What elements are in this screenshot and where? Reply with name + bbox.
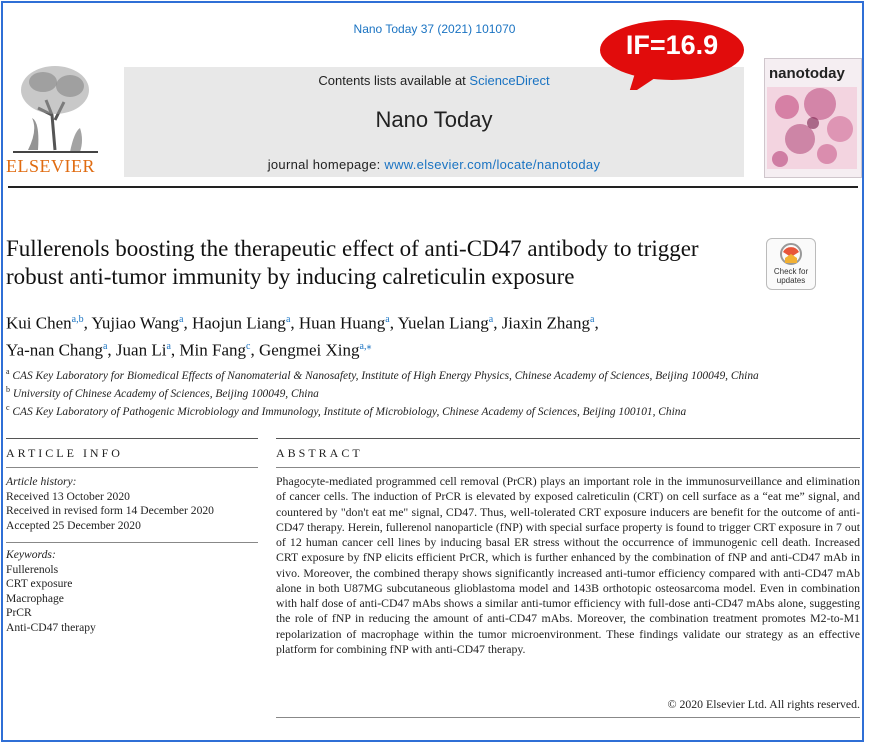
abstract-bottom-rule <box>276 717 860 718</box>
history-revised: Received in revised form 14 December 2020 <box>6 504 214 518</box>
affiliation-text: University of Chinese Academy of Sciences, Beijing 100049, China <box>10 387 319 400</box>
author-affiliation-mark: a <box>385 314 390 325</box>
author-name[interactable]: Juan Li <box>115 340 167 360</box>
affiliation-text: CAS Key Laboratory of Pathogenic Microbiology and Immunology, Institute of Microbiology, Chinese Academy of Sciences, Beijing 100101, China <box>9 405 687 418</box>
affiliation-item <box>6 383 806 401</box>
keyword-item: CRT exposure <box>6 577 73 591</box>
author-name[interactable]: Jiaxin Zhang <box>501 313 590 333</box>
author-name[interactable]: Yujiao Wang <box>91 313 180 333</box>
affiliation-item <box>6 401 806 419</box>
article-info-heading: ARTICLE INFO <box>6 446 123 460</box>
check-for-updates-label: Check for updates <box>773 267 809 285</box>
keywords-block <box>6 548 261 636</box>
author-affiliation-mark: c <box>246 340 251 352</box>
cover-title: nanotoday <box>769 65 845 82</box>
homepage-prefix: journal homepage: <box>267 157 385 172</box>
affiliation-mark: a <box>6 367 10 376</box>
check-for-updates-badge[interactable] <box>766 238 816 290</box>
author-affiliation-mark: a <box>285 314 291 325</box>
keyword-item: Anti-CD47 therapy <box>6 620 96 634</box>
author-list: Kui Chen$^{a,b}$, Yujiao Wang$^a$, Haojun Liang$^a$, Huan Huang$^a$, Yuelan Liang$^a$, Jiaxin Zhang$^a$, Ya-nan Chang$^a$, Juan Li$^a$, Min Fang$^c$, Gengmei Xing$^{a,⁎}$ <box>6 313 599 360</box>
author-affiliation-mark: a,b <box>71 314 84 325</box>
journal-cover-image[interactable] <box>764 58 862 178</box>
author-name[interactable]: Min Fang <box>179 340 246 360</box>
author-affiliation-mark: a <box>589 314 595 325</box>
info-divider <box>6 467 258 468</box>
affiliation-mark: c <box>6 402 10 412</box>
author-name[interactable]: Gengmei Xing <box>258 340 360 360</box>
sciencedirect-link[interactable]: ScienceDirect <box>469 73 550 88</box>
author-affiliation-mark: a <box>179 314 184 325</box>
affiliation-text: CAS Key Laboratory for Biomedical Effects of Nanomaterial & Nanosafety, Institute of High Energy Physics, Chinese Academy of Sciences, Beijing 100049, China <box>9 369 759 382</box>
copyright-notice: © 2020 Elsevier Ltd. All rights reserved. <box>667 697 860 711</box>
homepage-link[interactable]: www.elsevier.com/locate/nanotoday <box>384 157 601 172</box>
author-name[interactable]: Yuelan Liang <box>397 313 489 333</box>
contents-prefix: Contents lists available at <box>318 73 470 88</box>
keyword-item: Fullerenols <box>6 562 59 576</box>
author-name[interactable]: Kui Chen <box>6 313 72 333</box>
affiliation-mark: b <box>6 384 10 394</box>
author-affiliation-mark: a <box>488 314 494 325</box>
abstract-heading: ABSTRACT <box>276 446 363 460</box>
article-title: Fullerenols boosting the therapeutic effect of anti-CD47 antibody to trigger robust anti-tumor immunity by inducing calreticulin exposure <box>6 236 699 289</box>
keyword-item: Macrophage <box>6 591 64 605</box>
header-divider <box>8 186 858 188</box>
history-accepted: Accepted 25 December 2020 <box>6 518 141 532</box>
abstract-divider <box>276 467 860 468</box>
article-history <box>6 475 261 533</box>
author-name[interactable]: Huan Huang <box>298 313 386 333</box>
abstract-top-rule <box>276 438 860 439</box>
abstract-text: Phagocyte-mediated programmed cell removal (PrCR) plays an important role in the immunosurveillance and elimination of cancer cells. The induction of PrCR is elevated by exposed calreticulin (CRT) on cell surface as a “eat me” signal, and countered by "don't eat me" signal, CD47. Thus, well-tolerated CRT exposure inducers are benefit for the outcome of anti-CD47 therapy. Herein, fullerenol nanoparticle (fNP) with special surface property is found to trigger CRT exposure in 7 out of 12 human cancer cell lines by inducing basal ER stress without the occurrence of immunogenic cell death. Increased CRT exposure by fNP elicits efficient PrCR, which is further enhanced by the combination of fNP and anti-CD47 mAb in vivo. Moreover, the combined therapy shows significantly increased anti-tumor efficiency compared with anti-CD47 mAb alone in both U87MG subcutaneous glioblastoma model and 143B orthotopic osteosarcoma model. Even in combination with half dose of anti-CD47 mAbs shows a similar anti-tumor efficiency with full-dose anti-CD47 mAbs alone, suggesting the role of fNP in reducing the amount of anti-CD47 mAbs. Moreover, the combination treatment promotes M2-to-M1 repolarization of macrophage within the tumor microenvironment. These findings validate our strategy as an effective platform for combining fNP with anti-CD47 therapy. <box>276 474 860 656</box>
journal-title: Nano Today <box>375 107 493 132</box>
journal-reference-link[interactable]: Nano Today 37 (2021) 101070 <box>353 22 516 36</box>
author-name[interactable]: Haojun Liang <box>191 313 286 333</box>
author-affiliation-mark: a <box>166 340 171 352</box>
history-label: Article history: <box>6 475 77 488</box>
author-name[interactable]: Ya-nan Chang <box>6 340 103 360</box>
keyword-item: PrCR <box>6 606 32 620</box>
info-top-rule <box>6 438 258 439</box>
affiliation-item <box>6 365 806 383</box>
elsevier-wordmark[interactable]: ELSEVIER <box>6 156 95 176</box>
affiliation-list <box>6 365 806 418</box>
author-affiliation-mark: a,⁎ <box>359 340 372 352</box>
impact-factor-label: IF=16.9 <box>625 30 719 60</box>
history-received: Received 13 October 2020 <box>6 489 130 503</box>
journal-homepage-line <box>124 157 744 172</box>
author-affiliation-mark: a <box>102 340 108 352</box>
keywords-label: Keywords: <box>6 548 56 561</box>
keywords-divider <box>6 542 258 543</box>
